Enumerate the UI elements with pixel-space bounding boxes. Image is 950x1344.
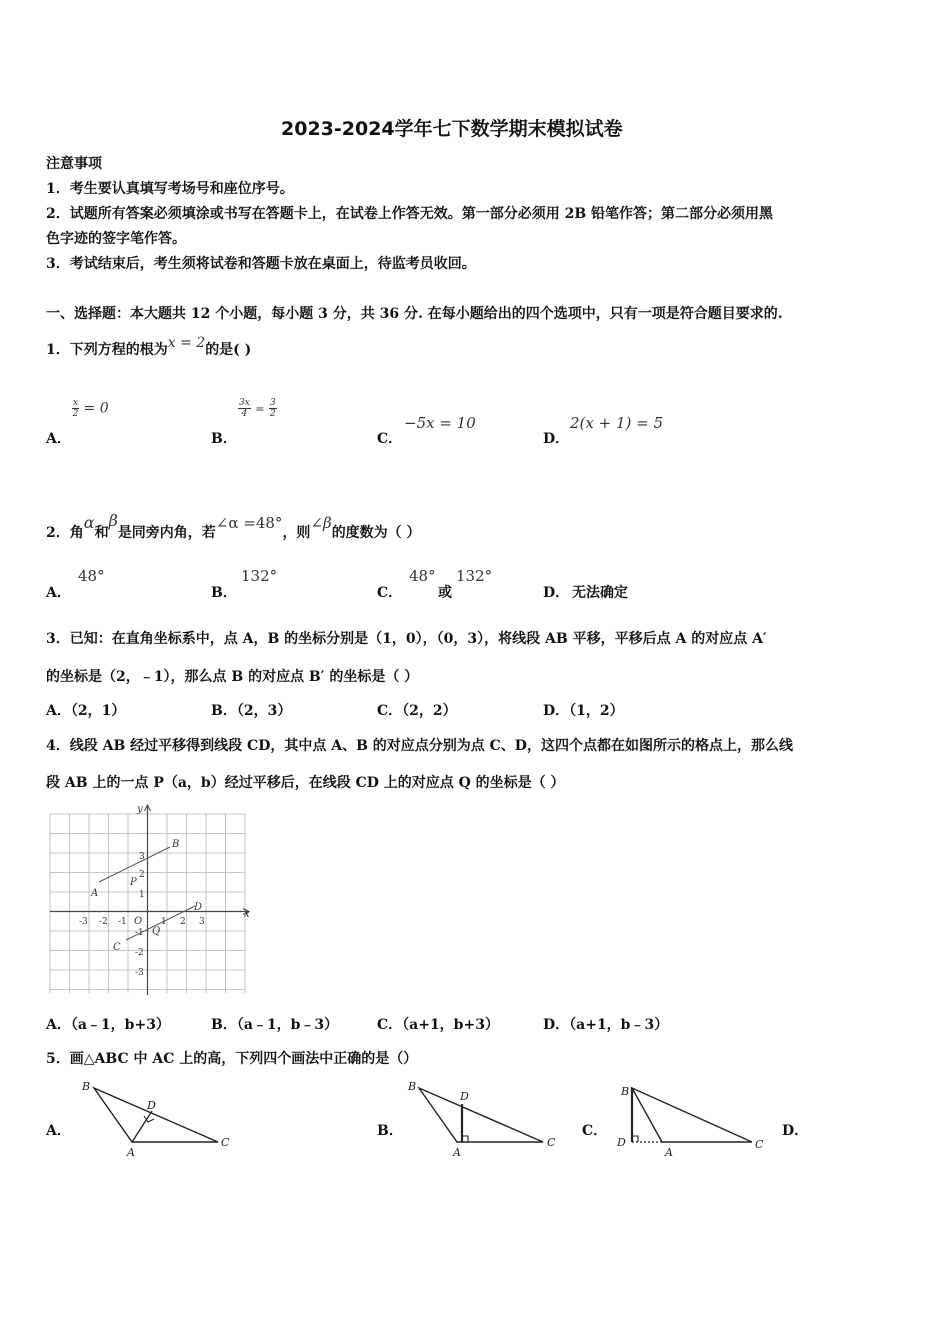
q1-b-den1: 4 [241, 409, 248, 419]
q1-b-num1: 3x [239, 398, 250, 408]
q1-stem-pre: 1．下列方程的根为 [46, 342, 168, 358]
q5-c-vertex-c: C [755, 1138, 764, 1151]
x-tick-label: -3 [79, 917, 88, 927]
q5-figure-c [612, 1078, 772, 1160]
q5-b-vertex-b: B [408, 1080, 417, 1093]
q2-option-d: 无法确定 [572, 585, 628, 601]
q2-stem-mid: 是同旁内角，若 [117, 525, 216, 541]
q4-option-d: D．（a+1，b﹣3） [543, 1017, 669, 1033]
q2-stem [46, 511, 421, 542]
q2-beta: β [108, 511, 118, 530]
x-tick-label: 1 [161, 917, 167, 927]
q5-figure-a [80, 1078, 240, 1160]
q2-then: ，则 [282, 525, 311, 541]
q2-option-c-first: 48° [409, 567, 436, 585]
q1-option-a [72, 398, 109, 419]
q5-option-d-label: D． [782, 1123, 809, 1139]
q1-b-fraction-right [269, 398, 277, 419]
q1-a-fraction [72, 398, 79, 419]
q5-stem: 5．画△ABC 中 AC 上的高，下列四个画法中正确的是（） [46, 1051, 418, 1067]
point-d-label: D [194, 902, 203, 913]
q4-coordinate-grid [46, 800, 256, 1000]
q1-option-b-label: B． [211, 431, 237, 447]
origin-label: O [134, 916, 143, 927]
q1-stem [46, 335, 252, 359]
q1-b-den2: 2 [269, 409, 276, 419]
q5-b-vertex-a: A [453, 1146, 461, 1159]
x-tick-label: -2 [99, 917, 108, 927]
q5-option-a-label: A． [46, 1123, 71, 1139]
q2-option-c-or: 或 [438, 585, 452, 601]
q5-b-vertex-d: D [460, 1090, 469, 1103]
q2-option-c-second: 132° [456, 567, 493, 585]
q1-b-fraction-left [238, 398, 251, 419]
q1-a-den: 2 [72, 409, 79, 419]
point-p-label: P [130, 877, 137, 888]
q2-condition: ∠α =48° [215, 514, 283, 532]
q1-option-d-label: D． [543, 431, 570, 447]
q1-option-b [238, 398, 277, 419]
q1-option-a-label: A． [46, 431, 71, 447]
q2-angle-beta: ∠β [310, 514, 332, 532]
q2-option-a: 48° [78, 567, 105, 585]
notice-item: 3．考试结束后，考生须将试卷和答题卡放在桌面上，待监考员收回。 [46, 256, 476, 272]
y-tick-label: -3 [135, 968, 144, 978]
q1-option-c: −5x = 10 [404, 414, 476, 432]
q5-figure-b [405, 1078, 565, 1160]
q5-c-vertex-b: B [621, 1085, 630, 1098]
y-tick-label: 1 [139, 890, 145, 900]
q1-b-eq: = [255, 402, 265, 416]
q1-option-c-label: C． [377, 431, 403, 447]
section-heading: 一、选择题：本大题共 12 个小题，每小题 3 分，共 36 分. 在每小题给出的四个选项中，只有一项是符合题目要求的. [46, 306, 783, 322]
q2-alpha: α [83, 513, 95, 532]
point-a-label: A [91, 888, 99, 899]
q5-a-vertex-d: D [147, 1099, 156, 1112]
notice-item: 色字迹的签字笔作答。 [46, 231, 186, 247]
q3-option-a: A．（2，1） [46, 703, 126, 719]
q4-option-a: A．（a﹣1，b+3） [46, 1017, 170, 1033]
q2-stem-pre: 2．角 [46, 525, 84, 541]
notice-item: 1．考生要认真填写考场号和座位序号。 [46, 181, 294, 197]
q1-a-num: x [73, 398, 79, 408]
q2-option-b-label: B． [211, 585, 237, 601]
q4-stem-line1: 4．线段 AB 经过平移得到线段 CD，其中点 A、B 的对应点分别为点 C、D，这四个点都在如图所示的格点上，那么线 [46, 738, 793, 754]
q1-b-num2: 3 [269, 398, 276, 408]
q3-stem-line1: 3．已知：在直角坐标系中，点 A，B 的坐标分别是（1，0），（0，3），将线段 AB 平移，平移后点 A 的对应点 A′ [46, 631, 767, 647]
q5-c-vertex-a: A [665, 1146, 673, 1159]
q5-option-c-label: C． [582, 1123, 608, 1139]
q2-and: 和 [94, 525, 109, 541]
q3-stem-line2: 的坐标是（2，﹣1），那么点 B 的对应点 B′ 的坐标是（ ） [46, 669, 419, 685]
q2-stem-post: 的度数为（ ） [331, 525, 421, 541]
y-tick-label: -2 [135, 948, 144, 958]
q2-option-d-label: D． [543, 585, 570, 601]
point-q-label: Q [152, 926, 161, 937]
q5-c-vertex-d: D [617, 1136, 626, 1149]
x-tick-label: -1 [118, 917, 127, 927]
q1-stem-post: 的是( ) [205, 342, 252, 358]
q1-option-d: 2(x + 1) = 5 [570, 414, 664, 432]
q4-stem-line2: 段 AB 上的一点 P（a，b）经过平移后，在线段 CD 上的对应点 Q 的坐标是（ ） [46, 775, 565, 791]
x-axis-label: x [244, 909, 250, 920]
y-tick-label: 2 [139, 870, 145, 880]
q4-option-c: C．（a+1，b+3） [377, 1017, 499, 1033]
q5-b-vertex-c: C [547, 1136, 556, 1149]
notice-heading: 注意事项 [46, 156, 102, 172]
q3-option-c: C．（2，2） [377, 703, 457, 719]
q4-option-b: B．（a﹣1，b﹣3） [211, 1017, 339, 1033]
x-tick-label: 2 [180, 917, 186, 927]
y-axis-label: y [137, 804, 143, 815]
notice-item: 2．试题所有答案必须填涂或书写在答题卡上，在试卷上作答无效。第一部分必须用 2B 铅笔作答；第二部分必须用黑 [46, 206, 774, 222]
point-b-label: B [172, 839, 180, 850]
q1-equation: x = 2 [167, 335, 206, 351]
q2-option-b: 132° [241, 567, 278, 585]
q5-a-vertex-a: A [127, 1146, 135, 1159]
q2-option-c-label: C． [377, 585, 403, 601]
x-tick-label: 3 [199, 917, 205, 927]
y-tick-label: 3 [139, 852, 145, 862]
q3-option-d: D．（1，2） [543, 703, 624, 719]
q2-option-a-label: A． [46, 585, 71, 601]
q5-a-vertex-b: B [82, 1080, 91, 1093]
point-c-label: C [113, 942, 121, 953]
q1-a-rhs: = 0 [83, 400, 109, 417]
page-title: 2023-2024学年七下数学期末模拟试卷 [281, 118, 623, 140]
q5-a-vertex-c: C [221, 1136, 230, 1149]
q5-option-b-label: B． [377, 1123, 403, 1139]
y-tick-label: -1 [135, 928, 144, 938]
q3-option-b: B．（2，3） [211, 703, 292, 719]
